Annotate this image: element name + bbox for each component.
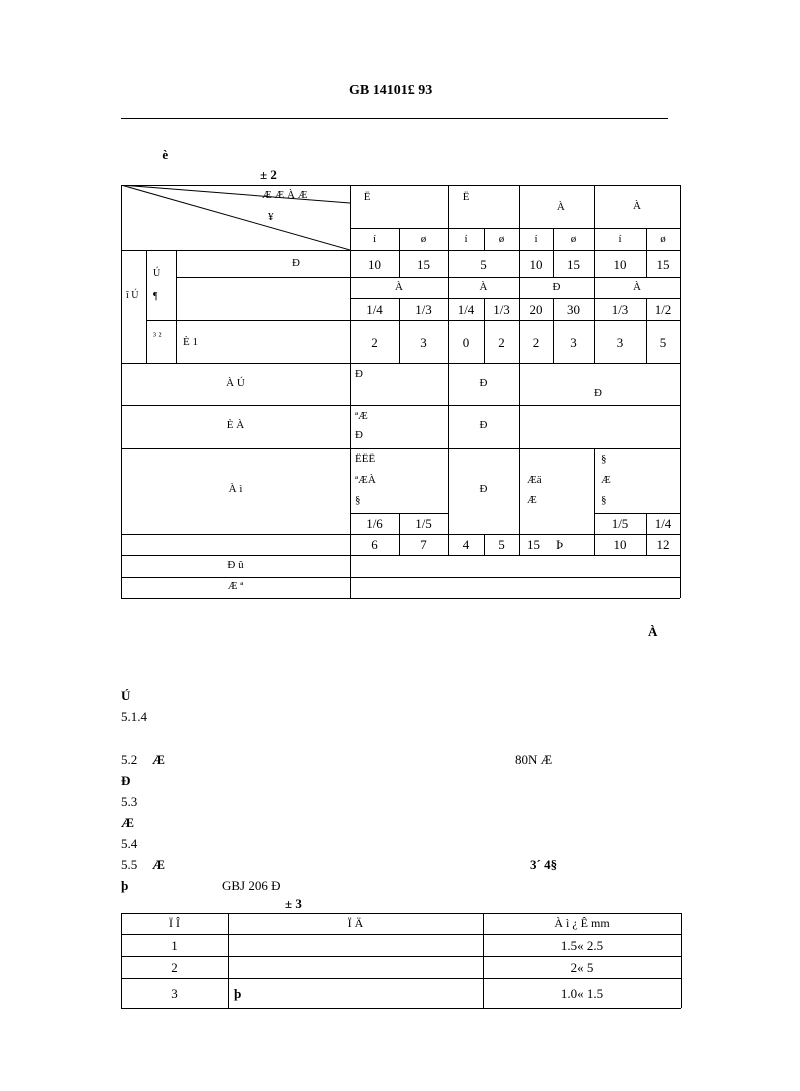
t3-r1-range: 1.5« 2.5 [560, 938, 604, 953]
t2-r6-c1-l3: § [355, 494, 361, 506]
t2-r4-c1b:  [363, 388, 372, 400]
t2-r7-c4: 5 [498, 537, 505, 552]
t2-r1-c2: 15 [417, 257, 430, 272]
t2-r7-c3: 4 [462, 537, 470, 552]
table3-caption: ± 3  [285, 896, 316, 911]
intro-label: è [152, 147, 169, 162]
t2-r2-c2: 1/3 [415, 302, 432, 317]
t2-border-bottom [121, 598, 680, 599]
t2-r2-c3: 1/4 [457, 302, 475, 317]
t2-row3-label: È 1  [183, 336, 210, 348]
t2-sub-1: í [372, 233, 377, 245]
t2-r2-c7: 1/3 [611, 302, 629, 317]
t2-r4-c3b: Ð [594, 387, 602, 399]
t2-r4-c2: Ð [479, 377, 488, 389]
t2-r6-c1-l2: ªÆÀ [355, 474, 376, 486]
t2-corner-top: Æ Æ À Æ [262, 189, 308, 201]
t3-header-name: Ï Ä [347, 916, 364, 930]
para-3:  [168, 666, 189, 681]
t2-r7-c6: Þ [556, 537, 564, 552]
t2-sub-2: ø [420, 233, 427, 245]
t2-r2-c5: 20 [529, 302, 543, 317]
page-header-title: GB 14101£ 93 [349, 83, 433, 98]
t2-r6-c4-v2: 1/4 [654, 516, 672, 531]
t2-r2-c6: 30 [567, 302, 580, 317]
t2-r6-c1-v1: 1/6 [366, 516, 383, 531]
t2-row-a3: ³ ² [153, 331, 162, 342]
t2-r3-c4: 2 [498, 335, 505, 350]
t2-r5-c2: Ð [479, 419, 488, 431]
t2-r5-c1b: Ð [355, 429, 363, 441]
t2-sub-6: ø [570, 233, 577, 245]
para-10: Æ [121, 815, 134, 830]
section-5-3-text:  [152, 794, 163, 809]
para-8a: Ð [121, 773, 131, 788]
t2-row7-label:  [156, 538, 165, 550]
section-5-2-right: 80N Æ [515, 752, 553, 767]
para-4: Ú [121, 688, 131, 703]
t3-r3-no: 3 [171, 986, 178, 1001]
t2-r1-c4: 10 [529, 257, 543, 272]
t3-header-range: À ì ¿ Ê mm [554, 916, 610, 930]
t2-row5-label: È À [226, 419, 245, 431]
t2-r3-c1: 2 [371, 335, 378, 350]
t2-r1-c5: 15 [567, 257, 580, 272]
t2-r6-c2: Ð [479, 483, 488, 495]
section-5-4-text:  [152, 836, 163, 851]
t2-r6-c4-v1: 1/5 [611, 516, 629, 531]
para-2:  [121, 645, 132, 660]
t2-row2-label:  [183, 292, 192, 304]
t2-r5-c3:  [536, 420, 545, 432]
t2-r3-c7: 3 [616, 335, 624, 350]
t2-r4-c3a:  [530, 369, 539, 381]
t2-r6-c3-l2: Æ [527, 494, 537, 506]
t2-group-4: À [633, 200, 641, 212]
t3-r3-range: 1.0« 1.5 [560, 986, 604, 1001]
t3-r2-no: 2 [171, 960, 178, 975]
section-5-2-text: Æ [152, 752, 165, 767]
t2-row-a1: Ú [153, 268, 161, 279]
t2-r3-c8: 5 [659, 335, 667, 350]
t3-r1-name:  [234, 938, 245, 953]
para-13b: GBJ 206 Ð [222, 878, 281, 893]
t2-sub-7: í [618, 233, 622, 245]
t2-r1-c7: 15 [656, 257, 670, 272]
t2-r2-c8: 1/2 [654, 302, 672, 317]
t2-header-diagonals [121, 185, 350, 250]
para-13a: þ [121, 878, 129, 893]
t2-row1-label:  [183, 258, 192, 270]
t2-row8-label: Ð û [227, 559, 244, 571]
t2-group-3: À [548, 201, 565, 213]
para-1-right: À [648, 624, 658, 639]
t2-sub-8: ø [660, 233, 666, 245]
t3-r2-range: 2« 5 [570, 960, 594, 975]
section-5-2: 5.2 [121, 752, 138, 767]
t2-sub-4: ø [498, 233, 505, 245]
t2-sub-5: í [534, 233, 538, 245]
t2-border-right [680, 185, 681, 598]
para-1:  [168, 624, 179, 639]
t2-row4-label: À Ú [226, 377, 245, 389]
table2-caption: ± 2  [260, 167, 291, 182]
t2-r7-c8: 12 [656, 537, 670, 552]
t2-r3-c5: 2 [532, 335, 540, 350]
t2-row6-label: À ì [228, 483, 243, 495]
t2-r9-val:  [355, 581, 364, 593]
t2-row-group-label: î Ú [126, 290, 139, 301]
section-5-5-text: Æ [152, 857, 165, 872]
t2-row9-label: Æ ª [227, 580, 244, 592]
t2-r7-c1: 6 [371, 537, 378, 552]
t2-corner-mid: ¥ [268, 211, 274, 223]
para-8b:  [160, 773, 171, 788]
section-5-1-4-text:  [168, 709, 179, 724]
section-5-1-4: 5.1.4 [121, 709, 147, 724]
t2-r3-c3: 0 [462, 335, 470, 350]
t2-r6-c3-l1: Æä [527, 474, 542, 486]
t2-r7-c5: 15 [527, 537, 540, 552]
t2-r6-c1-l1: ËËË [355, 453, 376, 465]
t2-group-2: Ë [454, 191, 479, 203]
t2-r2-mark-4: À [633, 281, 641, 293]
t2-r7-c7: 10 [613, 537, 627, 552]
t2-r3-c2: 3 [420, 335, 427, 350]
section-5-5: 5.5 [121, 857, 138, 872]
t3-r2-name:  [234, 960, 245, 975]
t2-r2-c1: 1/4 [366, 302, 383, 317]
t2-r7-c2: 7 [420, 537, 427, 552]
t2-r2-c4: 1/3 [493, 302, 510, 317]
t3-r3-name: þ [234, 986, 242, 1001]
t2-r4-c1a: Ð [355, 368, 363, 380]
t2-row1-label-right: Ð [292, 257, 300, 269]
header-rule [121, 118, 668, 119]
section-5-5-right: 3´ 4§ [530, 857, 558, 872]
note-label:  [121, 601, 132, 616]
t2-r5-c1a: ªÆ [355, 410, 368, 422]
t2-r6-c4-l1: § [601, 453, 607, 465]
t2-corner-left:  [128, 232, 137, 244]
t2-r1-c3: 5 [480, 257, 487, 272]
t2-sub-3: í [464, 233, 468, 245]
t2-r3-c6: 3 [570, 335, 577, 350]
t3-header-no: Ï Î [169, 916, 180, 930]
t2-group-1: Ë [355, 191, 380, 203]
t2-r2-mark-2: À [479, 281, 488, 293]
t3-r1-no: 1 [171, 938, 178, 953]
t2-row-a2: ¶ [153, 291, 158, 302]
t2-r2-mark-1: À [395, 281, 403, 293]
t2-r6-c1-v2: 1/5 [415, 516, 432, 531]
section-5-3-mid:  [436, 794, 447, 809]
para-6:  [152, 730, 163, 745]
section-5-3: 5.3 [121, 794, 138, 809]
t2-r6-c4-l3: § [601, 494, 607, 506]
t2-r6-c4-l2: Æ [601, 474, 611, 486]
section-5-4: 5.4 [121, 836, 138, 851]
t2-r2-mark-3: Ð [552, 281, 561, 293]
t2-r8-val:  [355, 560, 364, 572]
t2-r1-c1: 10 [368, 257, 381, 272]
t2-r1-c6: 10 [613, 257, 627, 272]
